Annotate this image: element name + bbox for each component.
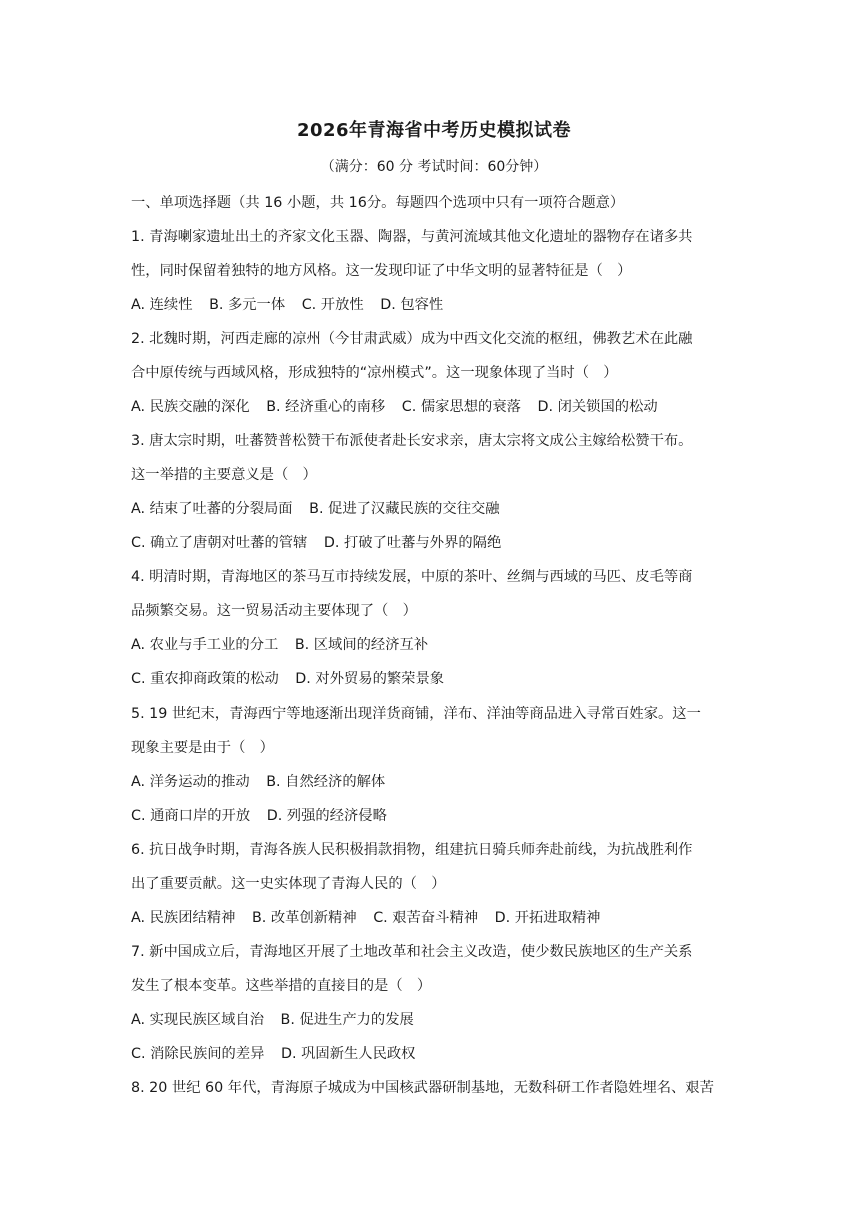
- option-a: A. 实现民族区域自治: [131, 1012, 264, 1028]
- option-c: C. 重农抑商政策的松动: [131, 671, 279, 687]
- question-1-stem-line-1: 1. 青海喇家遗址出土的齐家文化玉器、陶器，与黄河流域其他文化遗址的器物存在诸多共: [131, 229, 693, 245]
- option-a: A. 洋务运动的推动: [131, 774, 250, 790]
- question-2-stem-line-1: 2. 北魏时期，河西走廊的凉州（今甘肃武威）成为中西文化交流的枢纽，佛教艺术在此融: [131, 331, 693, 347]
- option-b: B. 促进了汉藏民族的交往交融: [309, 501, 500, 517]
- option-c: C. 确立了唐朝对吐蕃的管辖: [131, 535, 308, 551]
- question-5-stem-line-2: 现象主要是由于（ ）: [131, 740, 274, 756]
- question-7-options-row-1: [131, 1010, 741, 1030]
- option-c: C. 通商口岸的开放: [131, 808, 251, 824]
- question-1-options: [131, 295, 741, 315]
- question-7-options-row-2: [131, 1044, 741, 1064]
- option-a: A. 民族交融的深化: [131, 399, 250, 415]
- option-d: D. 开拓进取精神: [494, 910, 601, 926]
- question-6-stem-line-2: 出了重要贡献。这一史实体现了青海人民的（ ）: [131, 876, 446, 892]
- question-5-options-row-1: [131, 772, 741, 792]
- option-b: B. 自然经济的解体: [266, 774, 386, 790]
- option-c: C. 艰苦奋斗精神: [373, 910, 479, 926]
- question-6-stem-line-1: 6. 抗日战争时期，青海各族人民积极捐款捐物，组建抗日骑兵师奔赴前线，为抗战胜利作: [131, 842, 693, 858]
- question-1-stem-line-2: 性，同时保留着独特的地方风格。这一发现印证了中华文明的显著特征是（ ）: [131, 263, 632, 279]
- question-5-options-row-2: [131, 806, 741, 826]
- option-d: D. 对外贸易的繁荣景象: [295, 671, 445, 687]
- question-3-stem-line-2: 这一举措的主要意义是（ ）: [131, 467, 317, 483]
- question-5-stem-line-1: 5. 19 世纪末，青海西宁等地逐渐出现洋货商铺，洋布、洋油等商品进入寻常百姓家。这一: [131, 706, 701, 722]
- option-c: C. 消除民族间的差异: [131, 1046, 265, 1062]
- option-b: B. 区域间的经济互补: [294, 637, 429, 653]
- option-d: D. 列强的经济侵略: [266, 808, 387, 824]
- option-a: A. 结束了吐蕃的分裂局面: [131, 501, 293, 517]
- question-6-options: [131, 908, 741, 928]
- question-3-options-row-1: [131, 499, 741, 519]
- exam-title: 2026年青海省中考历史模拟试卷: [296, 120, 572, 141]
- question-4-options-row-1: [131, 635, 741, 655]
- option-b: B. 促进生产力的发展: [280, 1012, 414, 1028]
- option-d: D. 巩固新生人民政权: [281, 1046, 416, 1062]
- question-2-stem-line-2: 合中原传统与西域风格，形成独特的“凉州模式”。这一现象体现了当时（ ）: [131, 365, 618, 381]
- option-b: B. 经济重心的南移: [266, 399, 386, 415]
- option-b: B. 改革创新精神: [251, 910, 357, 926]
- question-4-stem-line-2: 品频繁交易。这一贸易活动主要体现了（ ）: [131, 603, 417, 619]
- question-7-stem-line-2: 发生了根本变革。这些举措的直接目的是（ ）: [131, 978, 432, 994]
- option-c: C. 开放性: [301, 297, 364, 313]
- option-d: D. 打破了吐蕃与外界的隔绝: [323, 535, 502, 551]
- question-4-stem-line-1: 4. 明清时期，青海地区的茶马互市持续发展，中原的茶叶、丝绸与西域的马匹、皮毛等商: [131, 569, 693, 585]
- option-b: B. 多元一体: [209, 297, 286, 313]
- question-4-options-row-2: [131, 669, 741, 689]
- option-a: A. 连续性: [131, 297, 193, 313]
- section-heading: 一、单项选择题（共 16 小题，共 16分。每题四个选项中只有一项符合题意）: [131, 195, 625, 211]
- question-3-stem-line-1: 3. 唐太宗时期，吐蕃赞普松赞干布派使者赴长安求亲，唐太宗将文成公主嫁给松赞干布。: [131, 433, 693, 449]
- question-2-options: [131, 397, 741, 417]
- option-a: A. 农业与手工业的分工: [131, 637, 279, 653]
- option-d: D. 包容性: [380, 297, 444, 313]
- question-7-stem-line-1: 7. 新中国成立后，青海地区开展了土地改革和社会主义改造，使少数民族地区的生产关系: [131, 944, 693, 960]
- question-3-options-row-2: [131, 533, 741, 553]
- option-c: C. 儒家思想的衰落: [401, 399, 521, 415]
- option-a: A. 民族团结精神: [131, 910, 236, 926]
- question-8-stem-line-1: 8. 20 世纪 60 年代，青海原子城成为中国核武器研制基地，无数科研工作者隐姓埋名、艰苦: [131, 1080, 714, 1096]
- exam-subtitle: （满分：60 分 考试时间：60分钟）: [320, 159, 548, 175]
- option-d: D. 闭关锁国的松动: [537, 399, 658, 415]
